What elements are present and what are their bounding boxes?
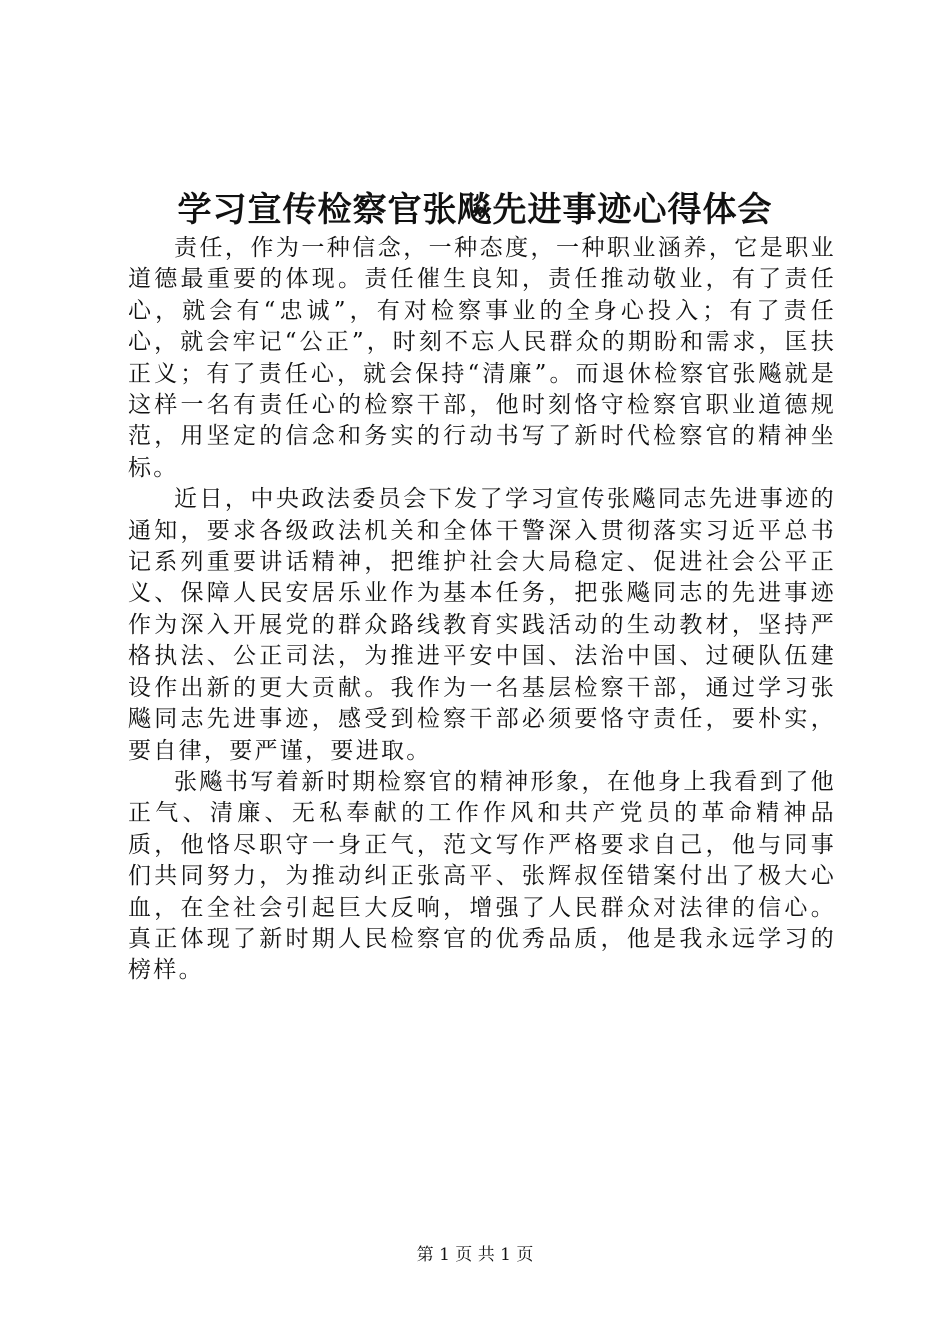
paragraph-3: 张飚书写着新时期检察官的精神形象，在他身上我看到了他正气、清廉、无私奉献的工作作风和共产党员的革命精神品质，他恪尽职守一身正气，范文写作严格要求自己，他与同事们共同努力，为推动纠正张高平、张辉叔侄错案付出了极大心血，在全社会引起巨大反响，增强了人民群众对法律的信心。真正体现了新时期人民检察官的优秀品质，他是我永远学习的榜样。 (128, 768, 836, 984)
document-title: 学习宣传检察官张飚先进事迹心得体会 (177, 190, 773, 230)
page-number-footer: 第 1 页 共 1 页 (416, 1245, 534, 1265)
paragraph-2: 近日，中央政法委员会下发了学习宣传张飚同志先进事迹的通知，要求各级政法机关和全体干警深入贯彻落实习近平总书记系列重要讲话精神，把维护社会大局稳定、促进社会公平正义、保障人民安居乐业作为基本任务，把张飚同志的先进事迹作为深入开展党的群众路线教育实践活动的生动教材，坚持严格执法、公正司法，为推进平安中国、法治中国、过硬队伍建设作出新的更大贡献。我作为一名基层检察干部，通过学习张飚同志先进事迹，感受到检察干部必须要恪守责任，要朴实，要自律，要严谨，要进取。 (128, 486, 836, 764)
document-body (128, 233, 836, 987)
paragraph-1: 责任，作为一种信念，一种态度，一种职业涵养，它是职业道德最重要的体现。责任催生良知，责任推动敬业，有了责任心，就会有“忠诚”，有对检察事业的全身心投入；有了责任心，就会牢记“公正”，时刻不忘人民群众的期盼和需求，匡扶正义；有了责任心，就会保持“清廉”。而退休检察官张飚就是这样一名有责任心的检察干部，他时刻恪守检察官职业道德规范，用坚定的信念和务实的行动书写了新时代检察官的精神坐标。 (128, 235, 836, 481)
